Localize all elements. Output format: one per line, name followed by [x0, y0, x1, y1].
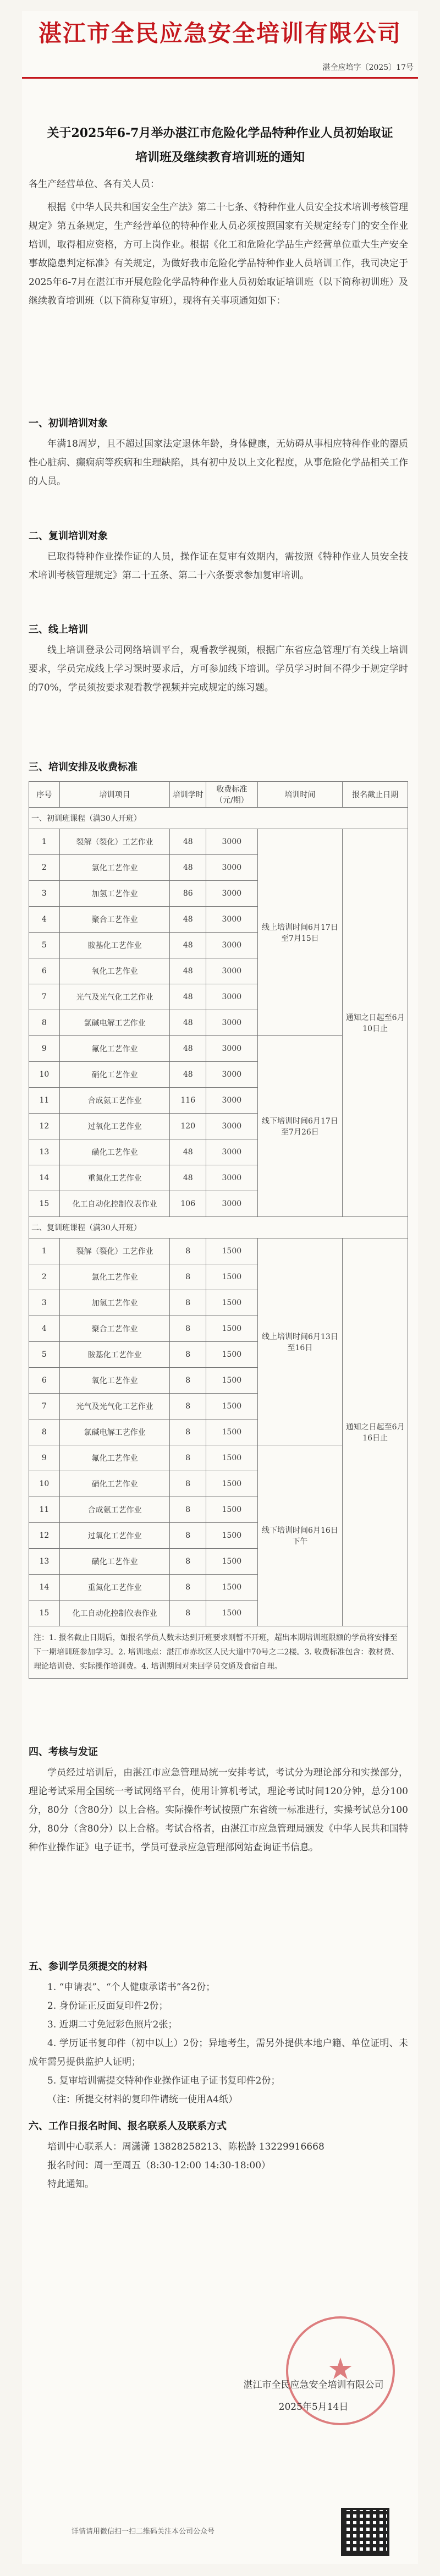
issue-date: 2025年5月14日	[278, 2402, 349, 2413]
table-cell: 1	[29, 1238, 60, 1264]
table-cell: 120	[170, 1114, 206, 1139]
table-cell: 重氮化工艺作业	[59, 1575, 170, 1601]
table-cell: 加氢工艺作业	[59, 881, 170, 907]
training-time-cell: 线上培训时间6月17日至7月15日	[257, 829, 343, 1036]
table-cell: 14	[29, 1165, 60, 1191]
materials-item: 1. “申请表”、“个人健康承诺书”各2份；	[47, 1982, 216, 1993]
table-cell: 聚合工艺作业	[59, 1316, 170, 1342]
table-cell: 11	[29, 1088, 60, 1114]
red-divider	[22, 77, 418, 79]
table-cell: 氯碱电解工艺作业	[59, 1010, 170, 1036]
seal-star-icon: ★	[327, 2352, 354, 2386]
table-cell: 3000	[206, 984, 258, 1010]
table-cell: 4	[29, 907, 60, 933]
section-heading-3: 三、线上培训	[29, 624, 88, 635]
section-heading-1: 一、初训培训对象	[29, 418, 108, 429]
table-cell: 48	[170, 1010, 206, 1036]
doc-number: 湛全应培字〔2025〕17号	[322, 63, 414, 72]
table-cell: 1500	[206, 1575, 258, 1601]
table-cell: 3000	[206, 1062, 258, 1088]
table-cell: 11	[29, 1497, 60, 1523]
group-label: 一、初训班课程（满30人开班）	[29, 808, 408, 829]
table-cell: 1500	[206, 1601, 258, 1626]
table-group-row	[29, 1217, 408, 1238]
col-header: 培训时间	[257, 782, 343, 808]
table-cell: 胺基化工艺作业	[59, 933, 170, 958]
table-cell: 1500	[206, 1368, 258, 1394]
intro-paragraph: 根据《中华人民共和国安全生产法》第二十七条、《特种作业人员安全技术培训考核管理规定》第五条规定，生产经营单位的特种作业人员必须按照国家有关规定经专门的安全作业培训，取得相应资格，方可上岗作业。根据《化工和危险化学品生产经营单位重大生产安全事故隐患判定标准》有关规定，为做好我市危险化学品特种作业人员培训工作，我司决定于2025年6-7月在湛江市开展危险化学品特种作业人员初始取证培训班（以下简称初训班）及继续教育培训班（以下简称复审班），现将有关事项通知如下：	[29, 202, 408, 306]
table-cell: 3	[29, 1290, 60, 1316]
table-cell: 磺化工艺作业	[59, 1549, 170, 1575]
table-heading: 三、培训安排及收费标准	[29, 761, 138, 773]
table-cell: 8	[29, 1419, 60, 1445]
table-cell: 化工自动化控制仪表作业	[59, 1191, 170, 1217]
table-cell: 氯碱电解工艺作业	[59, 1419, 170, 1445]
table-note: 注：1. 报名截止日期后，如报名学员人数未达到开班要求则暂不开班，超出本期培训班限额的学员将安排至下一期培训班参加学习。2. 培训地点：湛江市赤坎区人民大道中70号之二2楼。3. 收费标准包含：教材费、理论培训费、实际操作培训费。4. 培训期间对来回学员交通及食宿自理。	[29, 1626, 408, 1679]
table-cell: 8	[170, 1575, 206, 1601]
table-cell: 3000	[206, 1010, 258, 1036]
table-cell: 6	[29, 1368, 60, 1394]
table-cell: 3000	[206, 907, 258, 933]
section-body-2: 已取得特种作业操作证的人员，操作证在复审有效期内，需按照《特种作业人员安全技术培训考核管理规定》第二十五条、第二十六条要求参加复审培训。	[29, 551, 408, 581]
table-cell: 8	[170, 1549, 206, 1575]
table-cell: 2	[29, 855, 60, 881]
table-cell: 光气及光气化工艺作业	[59, 984, 170, 1010]
notice-title: 关于2025年6-7月举办湛江市危险化学品特种作业人员初始取证培训班及继续教育培训班的通知	[47, 126, 393, 165]
table-cell: 裂解（裂化）工艺作业	[59, 829, 170, 855]
section-body-3: 线上培训登录公司网络培训平台，观看教学视频，根据广东省应急管理厅有关线上培训要求，学员完成线上学习课时要求后，方可参加线下培训。学员学习时间不得少于规定学时的70%，学员须按要求观看教学视频并完成规定的练习题。	[29, 645, 408, 693]
table-cell: 3000	[206, 1036, 258, 1062]
table-cell: 12	[29, 1523, 60, 1549]
col-header: 报名截止日期	[343, 782, 408, 808]
col-header: 培训项目	[59, 782, 170, 808]
table-cell: 4	[29, 1316, 60, 1342]
table-cell: 1500	[206, 1549, 258, 1575]
table-cell: 8	[170, 1497, 206, 1523]
org-header-title: 湛江市全民应急安全培训有限公司	[38, 20, 402, 47]
table-cell: 1500	[206, 1290, 258, 1316]
table-cell: 化工自动化控制仪表作业	[59, 1601, 170, 1626]
table-cell: 8	[170, 1238, 206, 1264]
materials-item: 3. 近期二寸免冠彩色照片2张；	[47, 2019, 178, 2030]
materials-item: 2. 身份证正反面复印件2份；	[47, 2000, 168, 2012]
table-cell: 3	[29, 881, 60, 907]
table-cell: 1500	[206, 1445, 258, 1471]
table-cell: 48	[170, 907, 206, 933]
table-cell: 1500	[206, 1316, 258, 1342]
col-header: 收费标准（元/期）	[206, 782, 258, 808]
col-header: 培训学时	[170, 782, 206, 808]
table-cell: 过氧化工艺作业	[59, 1523, 170, 1549]
table-cell: 磺化工艺作业	[59, 1139, 170, 1165]
section-body-4: 学员经过培训后，由湛江市应急管理局统一安排考试，考试分为理论部分和实操部分，理论考试采用全国统一考试网络平台，使用计算机考试，理论考试时间120分钟，总分100分，80分（含80分）以上合格。实际操作考试按照广东省统一标准进行，实操考试总分100分，80分（含80分）以上合格。考试合格者，由湛江市应急管理局颁发《中华人民共和国特种作业操作证》电子证书，学员可登录应急管理部网站查询证书信息。	[29, 1767, 408, 1853]
table-cell: 3000	[206, 1114, 258, 1139]
table-cell: 8	[170, 1523, 206, 1549]
table-cell: 氯化工艺作业	[59, 1264, 170, 1290]
table-cell: 48	[170, 958, 206, 984]
table-cell: 8	[170, 1290, 206, 1316]
table-header-row	[29, 782, 408, 808]
table-cell: 8	[170, 1264, 206, 1290]
table-cell: 7	[29, 1394, 60, 1419]
table-cell: 8	[29, 1010, 60, 1036]
materials-item: 4. 学历证书复印件（初中以上）2份；异地考生，需另外提供本地户籍、单位证明、未成年需另提供监护人证明；	[29, 2038, 408, 2068]
col-header: 序号	[29, 782, 60, 808]
table-cell: 3000	[206, 1088, 258, 1114]
table-cell: 10	[29, 1062, 60, 1088]
table-cell: 3000	[206, 958, 258, 984]
hours-line: 报名时间：周一至周五（8:30-12:00 14:30-18:00）	[47, 2160, 271, 2171]
contact-line: 培训中心联系人：周潇潇 13828258213、陈松龄 13229916668	[47, 2141, 324, 2152]
table-cell: 1500	[206, 1419, 258, 1445]
table-cell: 1500	[206, 1497, 258, 1523]
table-cell: 合成氨工艺作业	[59, 1088, 170, 1114]
table-cell: 15	[29, 1601, 60, 1626]
footer-note: 详情请用微信扫一扫二维码关注本公司公众号	[72, 2528, 215, 2536]
table-cell: 加氢工艺作业	[59, 1290, 170, 1316]
table-cell: 48	[170, 1139, 206, 1165]
refresher-course-rows	[29, 1238, 408, 1626]
table-cell: 胺基化工艺作业	[59, 1342, 170, 1368]
table-cell: 5	[29, 1342, 60, 1368]
table-note-row	[29, 1626, 408, 1679]
section-heading-6: 六、工作日报名时间、报名联系人及联系方式	[29, 2120, 227, 2132]
table-cell: 8	[170, 1471, 206, 1497]
table-cell: 3000	[206, 1165, 258, 1191]
table-cell: 8	[170, 1601, 206, 1626]
document-page	[22, 11, 418, 2564]
table-cell: 3000	[206, 881, 258, 907]
deadline-cell: 通知之日起至6月10日止	[343, 829, 408, 1217]
table-cell: 8	[170, 1394, 206, 1419]
training-schedule-table	[29, 781, 408, 1679]
table-cell: 5	[29, 933, 60, 958]
table-cell: 6	[29, 958, 60, 984]
initial-course-rows	[29, 829, 408, 1217]
table-cell: 氟化工艺作业	[59, 1445, 170, 1471]
table-cell: 氟化工艺作业	[59, 1036, 170, 1062]
table-cell: 48	[170, 1036, 206, 1062]
table-cell: 48	[170, 984, 206, 1010]
table-cell: 48	[170, 829, 206, 855]
table-row	[29, 1238, 408, 1264]
table-cell: 10	[29, 1471, 60, 1497]
table-cell: 1500	[206, 1394, 258, 1419]
table-cell: 48	[170, 933, 206, 958]
table-cell: 氯化工艺作业	[59, 855, 170, 881]
table-cell: 3000	[206, 1139, 258, 1165]
table-row	[29, 829, 408, 855]
table-cell: 48	[170, 1062, 206, 1088]
materials-item: 5. 复审培训需提交特种作业操作证电子证书复印件2份；	[47, 2075, 280, 2086]
table-cell: 13	[29, 1549, 60, 1575]
table-cell: 15	[29, 1191, 60, 1217]
closing-line: 特此通知。	[47, 2179, 94, 2190]
training-time-cell: 线下培训时间6月16日下午	[257, 1445, 343, 1626]
table-cell: 过氧化工艺作业	[59, 1114, 170, 1139]
table-cell: 氧化工艺作业	[59, 1368, 170, 1394]
table-cell: 1500	[206, 1471, 258, 1497]
table-cell: 9	[29, 1036, 60, 1062]
addressee: 各生产经营单位、各有关人员：	[29, 179, 160, 190]
table-cell: 合成氨工艺作业	[59, 1497, 170, 1523]
table-cell: 硝化工艺作业	[59, 1062, 170, 1088]
table-cell: 8	[170, 1368, 206, 1394]
table-cell: 2	[29, 1264, 60, 1290]
table-cell: 3000	[206, 855, 258, 881]
table-cell: 12	[29, 1114, 60, 1139]
table-cell: 3000	[206, 1191, 258, 1217]
table-cell: 48	[170, 855, 206, 881]
table-cell: 13	[29, 1139, 60, 1165]
table-cell: 7	[29, 984, 60, 1010]
training-time-cell: 线上培训时间6月13日至16日	[257, 1238, 343, 1445]
section-heading-2: 二、复训培训对象	[29, 530, 108, 542]
table-cell: 重氮化工艺作业	[59, 1165, 170, 1191]
table-cell: 光气及光气化工艺作业	[59, 1394, 170, 1419]
table-cell: 1500	[206, 1238, 258, 1264]
table-cell: 1	[29, 829, 60, 855]
table-cell: 8	[170, 1316, 206, 1342]
table-cell: 3000	[206, 829, 258, 855]
table-cell: 氧化工艺作业	[59, 958, 170, 984]
table-cell: 8	[170, 1419, 206, 1445]
table-cell: 裂解（裂化）工艺作业	[59, 1238, 170, 1264]
table-cell: 48	[170, 1165, 206, 1191]
table-cell: 8	[170, 1342, 206, 1368]
section-body-1: 年满18周岁，且不超过国家法定退休年龄，身体健康，无妨碍从事相应特种作业的器质性心脏病、癫痫病等疾病和生理缺陷，具有初中及以上文化程度，从事危险化学品相关工作的人员。	[29, 439, 408, 487]
table-cell: 1500	[206, 1342, 258, 1368]
section-heading-5: 五、参训学员须提交的材料	[29, 1961, 147, 1972]
training-time-cell: 线下培训时间6月17日至7月26日	[257, 1036, 343, 1217]
table-cell: 1500	[206, 1523, 258, 1549]
table-cell: 硝化工艺作业	[59, 1471, 170, 1497]
table-cell: 106	[170, 1191, 206, 1217]
table-cell: 9	[29, 1445, 60, 1471]
materials-note: （注：所提交材料的复印件请统一使用A4纸）	[47, 2094, 238, 2105]
table-cell: 3000	[206, 933, 258, 958]
table-cell: 14	[29, 1575, 60, 1601]
table-group-row	[29, 808, 408, 829]
table-cell: 86	[170, 881, 206, 907]
section-heading-4: 四、考核与发证	[29, 1746, 98, 1758]
table-cell: 1500	[206, 1264, 258, 1290]
issuer-name: 湛江市全民应急安全培训有限公司	[243, 2380, 384, 2391]
table-cell: 聚合工艺作业	[59, 907, 170, 933]
group-label: 二、复训班课程（满30人开班）	[29, 1217, 408, 1238]
table-cell: 116	[170, 1088, 206, 1114]
table-cell: 8	[170, 1445, 206, 1471]
qr-code-icon	[341, 2508, 389, 2556]
deadline-cell: 通知之日起至6月16日止	[343, 1238, 408, 1626]
